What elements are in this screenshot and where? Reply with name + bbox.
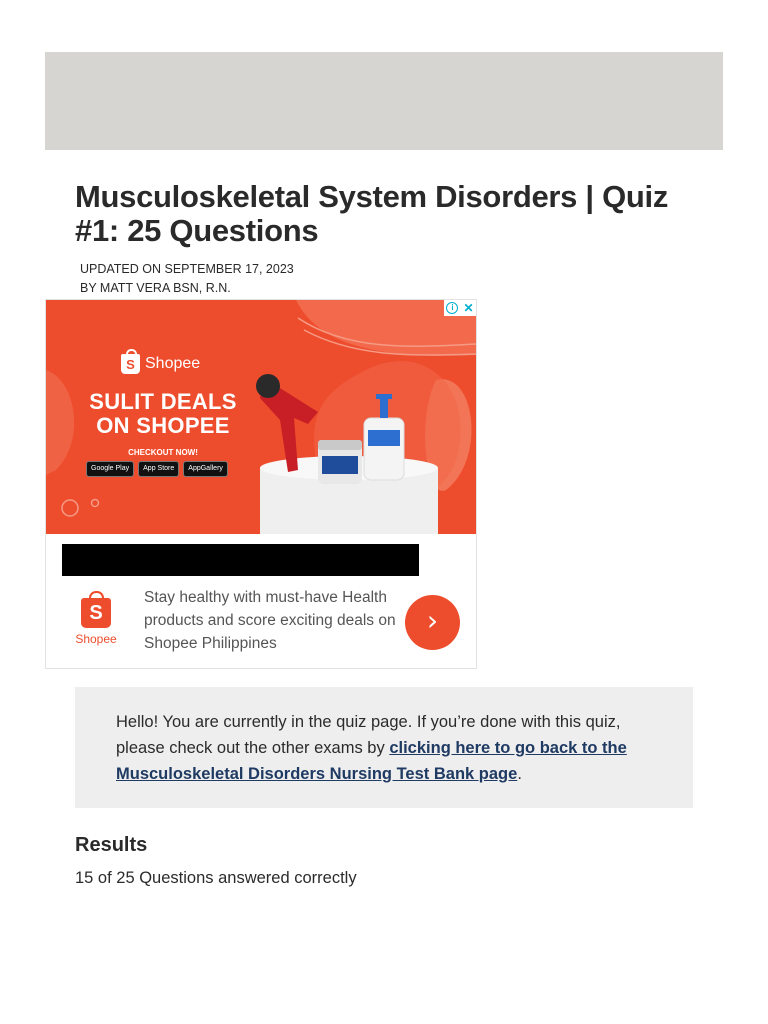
shopee-brand	[121, 354, 200, 374]
ad-cta-button[interactable]	[405, 595, 460, 650]
shopee-bag-icon: S	[121, 354, 140, 374]
shopee-logo-label: Shopee	[75, 632, 117, 646]
shopee-ad[interactable]	[45, 299, 477, 669]
notice-text: Hello! You are currently in the quiz page. If you’re done with this quiz, please check out the other exams by	[116, 713, 621, 757]
top-ad-placeholder	[45, 52, 723, 150]
google-play-badge[interactable]: Google Play	[86, 461, 134, 477]
results-heading: Results	[75, 834, 148, 856]
notice-period: .	[517, 765, 522, 783]
store-badges	[86, 461, 228, 477]
article-meta	[80, 260, 294, 298]
appgallery-badge[interactable]: AppGallery	[183, 461, 228, 477]
results-summary: 15 of 25 Questions answered correctly	[75, 869, 357, 887]
test-bank-link[interactable]: clicking here to go back to the Musculoskeletal Disorders Nursing Test Bank page	[116, 739, 627, 783]
brand-name: Shopee	[145, 355, 201, 372]
shopee-logo	[74, 598, 118, 646]
redacted-caption-bar	[62, 544, 419, 576]
chevron-right-icon: ›	[426, 604, 439, 637]
updated-date: UPDATED ON SEPTEMBER 17, 2023	[80, 262, 294, 276]
shopee-logo-icon: S	[81, 598, 111, 628]
quiz-notice-box	[75, 687, 693, 808]
page-title: Musculoskeletal System Disorders | Quiz #1: 25 Questions	[75, 179, 669, 248]
checkout-label: CHECKOUT NOW!	[128, 448, 198, 457]
author-byline: BY MATT VERA BSN, R.N.	[80, 281, 231, 295]
info-icon[interactable]: i	[446, 302, 458, 314]
close-icon[interactable]: ✕	[463, 301, 474, 315]
ad-footer[interactable]	[46, 580, 476, 668]
ad-choices[interactable]	[444, 300, 476, 316]
ad-banner[interactable]	[46, 300, 476, 534]
app-store-badge[interactable]: App Store	[138, 461, 179, 477]
ad-headline: SULIT DEALS ON SHOPEE	[89, 389, 237, 438]
ad-description: Stay healthy with must-have Health products and score exciting deals on Shopee Philippines	[144, 589, 396, 652]
